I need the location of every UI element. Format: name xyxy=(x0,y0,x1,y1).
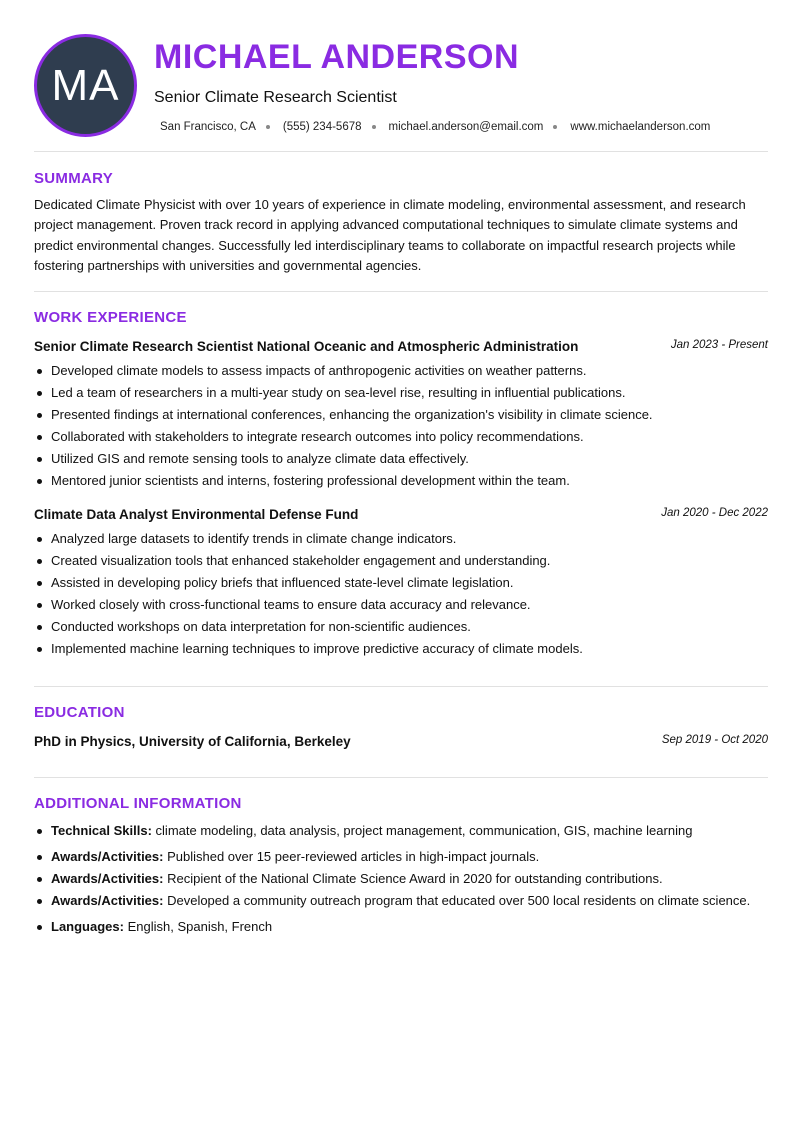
job-bullets xyxy=(34,528,768,660)
job-dates: Jan 2023 - Present xyxy=(670,339,768,351)
list-item: Collaborated with stakeholders to integrate research outcomes into policy recommendations. xyxy=(34,426,768,448)
list-item: Led a team of researchers in a multi-year study on sea-level rise, resulting in influential publications. xyxy=(34,382,768,404)
education-dates: Sep 2019 - Oct 2020 xyxy=(661,734,768,746)
separator-dot xyxy=(372,125,376,129)
contact-email: michael.anderson@email.com xyxy=(388,121,544,133)
list-item: Worked closely with cross-functional teams to ensure data accuracy and relevance. xyxy=(34,594,768,616)
list-item: Utilized GIS and remote sensing tools to analyze climate data effectively. xyxy=(34,448,768,470)
separator-dot xyxy=(553,125,557,129)
additional-item-label: Languages: xyxy=(51,919,124,934)
list-item: Implemented machine learning techniques to improve predictive accuracy of climate models. xyxy=(34,638,768,660)
list-item: Mentored junior scientists and interns, fostering professional development within the team. xyxy=(34,470,768,492)
contact-line xyxy=(160,121,710,133)
education-entry xyxy=(34,733,768,751)
additional-item-label: Awards/Activities: xyxy=(51,849,164,864)
divider xyxy=(34,686,768,687)
list-item: Developed climate models to assess impacts of anthropogenic activities on weather patterns. xyxy=(34,360,768,382)
additional-item xyxy=(34,870,768,888)
list-item: Analyzed large datasets to identify trends in climate change indicators. xyxy=(34,528,768,550)
job-role: Senior Climate Research Scientist National Oceanic and Atmospheric Administration xyxy=(34,339,579,354)
list-item: Presented findings at international conferences, enhancing the organization's visibility in climate science. xyxy=(34,404,768,426)
additional-item-text: Developed a community outreach program that educated over 500 local residents on climate science. xyxy=(167,893,751,908)
education-heading: EDUCATION xyxy=(34,704,125,721)
contact-phone: (555) 234-5678 xyxy=(282,121,362,133)
additional-item xyxy=(34,918,768,936)
list-item: Conducted workshops on data interpretation for non-scientific audiences. xyxy=(34,616,768,638)
divider xyxy=(34,151,768,152)
additional-item xyxy=(34,848,768,866)
resume-header xyxy=(34,34,768,138)
additional-item-text: English, Spanish, French xyxy=(127,919,273,934)
additional-item xyxy=(34,892,768,910)
additional-item-text: Recipient of the National Climate Science Award in 2020 for outstanding contributions. xyxy=(167,871,663,886)
list-item: Created visualization tools that enhanced stakeholder engagement and understanding. xyxy=(34,550,768,572)
experience-heading: WORK EXPERIENCE xyxy=(34,309,187,326)
divider xyxy=(34,777,768,778)
contact-website: www.michaelanderson.com xyxy=(570,121,711,133)
job-header xyxy=(34,338,768,356)
candidate-title: Senior Climate Research Scientist xyxy=(154,89,397,106)
additional-item-text: climate modeling, data analysis, project management, communication, GIS, machine learning xyxy=(155,823,693,838)
divider xyxy=(34,291,768,292)
education-degree: PhD in Physics, University of California, Berkeley xyxy=(34,734,351,749)
job-role: Climate Data Analyst Environmental Defense Fund xyxy=(34,507,359,522)
list-item: Assisted in developing policy briefs that influenced state-level climate legislation. xyxy=(34,572,768,594)
job-dates: Jan 2020 - Dec 2022 xyxy=(661,507,768,519)
candidate-name: MICHAEL ANDERSON xyxy=(154,38,520,76)
additional-item-label: Technical Skills: xyxy=(51,823,152,838)
summary-heading: SUMMARY xyxy=(34,170,114,187)
separator-dot xyxy=(266,125,270,129)
contact-location: San Francisco, CA xyxy=(160,121,256,133)
additional-heading: ADDITIONAL INFORMATION xyxy=(34,795,242,812)
summary-text: Dedicated Climate Physicist with over 10 years of experience in climate modeling, environmental assessment, and research project management. Proven track record in applying advanced computational techniques to simulate climate systems and predict environmental changes. Successfully led interdisciplinary teams to collaborate on impactful research projects while fostering partnerships with universities and governmental agencies. xyxy=(34,197,746,273)
additional-item-label: Awards/Activities: xyxy=(51,871,164,886)
job-header xyxy=(34,506,768,524)
additional-item xyxy=(34,822,768,840)
job-bullets xyxy=(34,360,768,492)
avatar: MA xyxy=(34,34,137,137)
additional-item-text: Published over 15 peer-reviewed articles in high-impact journals. xyxy=(167,849,540,864)
additional-item-label: Awards/Activities: xyxy=(51,893,164,908)
